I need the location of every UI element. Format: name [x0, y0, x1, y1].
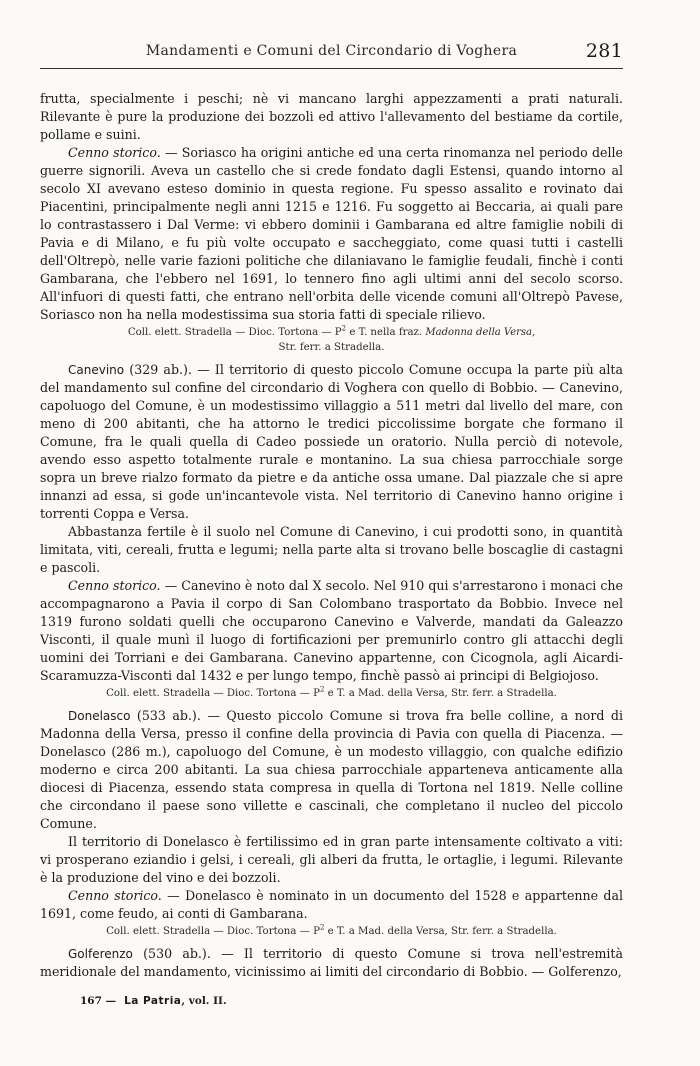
donelasco-text: (533 ab.). — Questo piccolo Comune si trova fra belle colline, a nord di Madonna della Versa, presso il confine della provincia di Pavia con quella di Piacenza. — Donelasco (286 m.), capoluogo del Comune, è un modesto villaggio, con qualche edifizio moderno e circa 200 abitanti. La sua chiesa parrocchiale apparteneva anticamente alla diocesi di Piacenza, essendo stata compresa in quella di Tortona nel 1819. Nelle colline che circondano il paese sono villette e cascinali, che completano il nucleo del piccolo Comune.	[40, 708, 623, 831]
donelasco-paragraph-2: Il territorio di Donelasco è fertilissimo ed in gran parte intensamente coltivato a viti: vi prosperano eziandio i gelsi, i cereali, gli alberi da frutta, le ortaglie, i legumi. Rilevante è la produzione del vino e dei bozzoli.	[40, 834, 623, 885]
footer-volume: , vol. II.	[181, 995, 227, 1007]
cenno-storico-text: — Soriasco ha origini antiche ed una certa rinomanza nel periodo delle guerre signorili. Aveva un castello che si crede fondato dagli Estensi, quando intorno al secolo XI avevano esteso dominio in questa regione. Fu spesso assalito e rovinato dai Piacentini, principalmente negli anni 1215 e 1216. Fu soggetto ai Beccaria, ai quali pare lo contrastassero i Dal Verme: vi ebbero dominii i Gambarana ed altre famiglie nobili di Pavia e di Milano, e fu più volte occupato e saccheggiato, come quasi tutti i castelli dell'Oltrepò, nelle varie fazioni politiche che dilaniavano le famiglie feudali, finchè i conti Gambarana, che l'ebbero nel 1691, lo tennero fino agli ultimi anni del secolo scorso. All'infuori di questi fatti, che entrano nell'orbita delle vicende comuni all'Oltrepò Pavese, Soriasco non ha nella modestissima sua storia fatti di speciale rilievo.	[40, 145, 623, 322]
comune-name-donelasco: Donelasco	[68, 709, 131, 723]
running-header	[40, 40, 623, 62]
cenno-storico-label: Cenno storico.	[68, 145, 161, 160]
page-number: 281	[585, 40, 623, 62]
cenno-storico-text: — Canevino è noto dal X secolo. Nel 910 qui s'arrestarono i monaci che accompagnarono a Pavia il corpo di San Colombano trasportato da Bobbio. Invece nel 1319 furono soldati quelli che occuparono Canevino e Valverde, mandati da Galeazzo Visconti, il quale munì il luogo di fortificazioni per premunirlo contro gli attacchi degli uomini dei Torriani e dei Gambarana. Canevino appartenne, con Cicognola, agli Aicardi-Scaramuzza-Visconti dal 1432 e per lungo tempo, finchè passò ai principi di Belgiojoso.	[40, 578, 623, 683]
page-footer	[80, 995, 227, 1007]
running-title: Mandamenti e Comuni del Circondario di Voghera	[145, 43, 518, 59]
coll-text: Coll. elett. Stradella — Dioc. Tortona — P	[127, 327, 342, 338]
coll-sup: 2	[319, 685, 325, 694]
page-body	[40, 90, 623, 981]
canevino-text: (329 ab.). — Il territorio di questo piccolo Comune occupa la parte più alta del mandamento sul confine del circondario di Voghera con quello di Bobbio. — Canevino, capoluogo del Comune, è un modestissimo villaggio a 511 metri dal livello del mare, con meno di 200 abitanti, che ha attorno le tredici piccolissime borgate che formano il Comune, fra le quali quella di Cadeo possiede un oratorio. Nulla perciò di notevole, avendo esso aspetto totalmente rurale e montanino. La sua chiesa parrocchiale sorge sopra un breve rialzo formato da pietre e da antiche ossa umane. Dal piazzale che si apre innanzi ad essa, si gode un'incantevole vista. Nel territorio di Canevino hanno origine i torrenti Coppa e Versa.	[40, 362, 623, 521]
canevino-paragraph-2: Abbastanza fertile è il suolo nel Comune di Canevino, i cui prodotti sono, in quantità limitata, viti, cereali, frutta e legumi; nella parte alta si trovano belle boscaglie di castagni e pascoli.	[40, 524, 623, 575]
comune-name-canevino: Canevino	[68, 363, 125, 377]
canevino-collegio-note	[40, 686, 623, 701]
coll-text: e T. a Mad. della Versa, Str. ferr. a Stradella.	[324, 688, 557, 699]
coll-sup: 2	[319, 923, 325, 932]
coll-text: Coll. elett. Stradella — Dioc. Tortona — P	[106, 688, 320, 699]
coll-text: Coll. elett. Stradella — Dioc. Tortona — P	[106, 926, 320, 937]
soriasco-collegio-note	[40, 325, 623, 355]
golferenzo-entry	[40, 945, 623, 981]
footer-publication: La Patria	[124, 995, 182, 1007]
coll-text: e T. a Mad. della Versa, Str. ferr. a Stradella.	[324, 926, 557, 937]
soriasco-cenno-storico	[40, 144, 623, 324]
canevino-entry	[40, 361, 623, 523]
donelasco-cenno-storico	[40, 887, 623, 923]
golferenzo-text: (530 ab.). — Il territorio di questo Comune si trova nell'estremità meridionale del mandamento, vicinissimo ai limiti del circondario di Bobbio. — Golferenzo,	[40, 946, 623, 979]
donelasco-collegio-note	[40, 924, 623, 939]
footer-sheet-number: 167 —	[80, 995, 117, 1007]
canevino-cenno-storico	[40, 577, 623, 685]
comune-name-golferenzo: Golferenzo	[68, 947, 133, 961]
coll-place: Madonna della Versa,	[425, 327, 536, 338]
soriasco-paragraph: frutta, specialmente i peschi; nè vi mancano larghi appezzamenti a prati naturali. Rilevante è pure la produzione dei bozzoli ed attivo l'allevamento del bestiame da cortile, pollame e suini.	[40, 91, 623, 142]
donelasco-entry	[40, 707, 623, 833]
coll-sup: 2	[341, 324, 347, 333]
cenno-storico-text: — Donelasco è nominato in un documento del 1528 e appartenne dal 1691, come feudo, ai conti di Gambarana.	[40, 888, 624, 921]
cenno-storico-label: Cenno storico.	[68, 578, 161, 593]
header-rule	[40, 68, 623, 69]
coll-text: e T. nella fraz.	[346, 327, 426, 338]
coll-text: Str. ferr. a Stradella.	[278, 342, 385, 353]
cenno-storico-label: Cenno storico.	[68, 888, 162, 903]
